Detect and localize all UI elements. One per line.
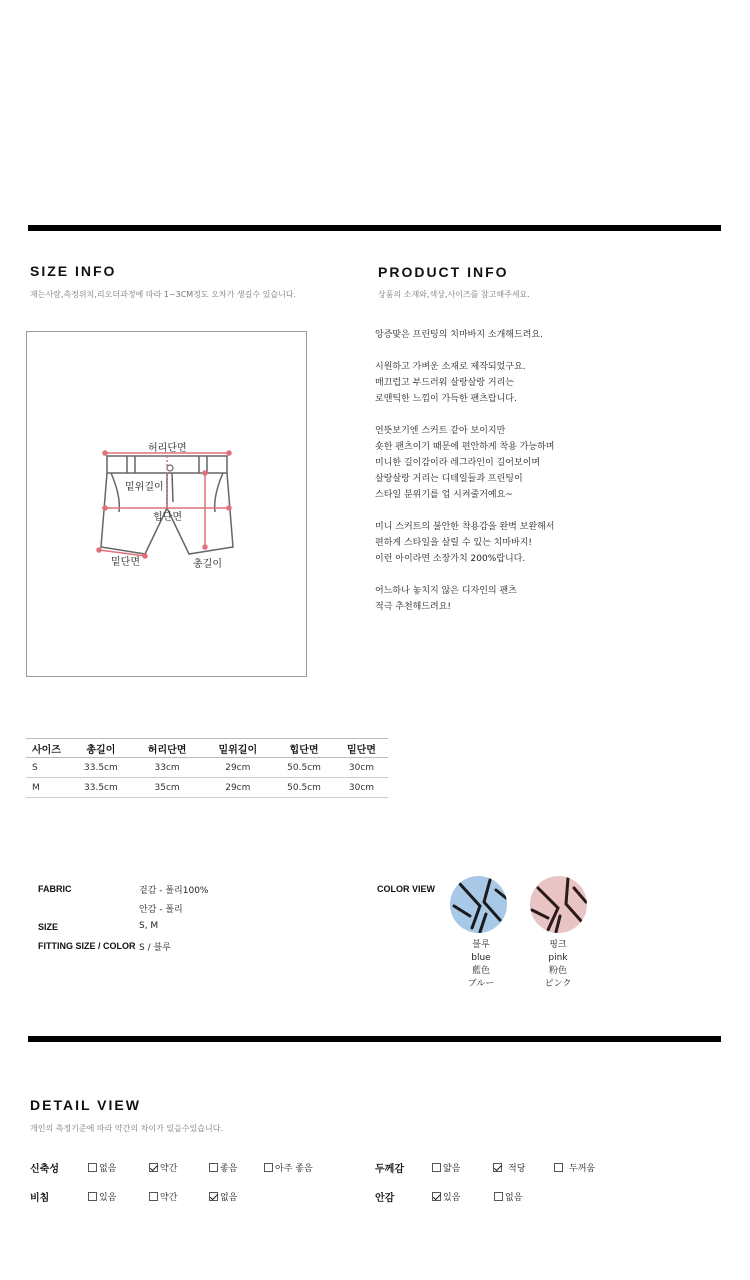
detail-view-subtitle: 개인의 측정기준에 따라 약간의 차이가 있을수있습니다. — [30, 1124, 223, 1133]
stretch-option[interactable]: 아주 좋음 — [264, 1161, 313, 1174]
table-cell: 35cm — [132, 778, 203, 798]
thickness-option[interactable]: 적당 — [493, 1161, 525, 1174]
table-header: 총길이 — [70, 739, 132, 758]
desc-line: 미니 스커트의 불안한 착용감을 완벽 보완해서 — [375, 522, 555, 532]
product-description — [375, 327, 555, 615]
table-cell: 30cm — [335, 778, 388, 798]
label-hip: 힙단면 — [153, 512, 182, 523]
desc-line — [375, 567, 555, 583]
checkbox-icon — [432, 1163, 441, 1172]
top-divider — [28, 225, 721, 231]
checkbox-icon — [264, 1163, 273, 1172]
checkbox-checked-icon — [432, 1192, 441, 1201]
table-cell: 33.5cm — [70, 778, 132, 798]
fitting-value: S / 블루 — [139, 943, 171, 953]
checkbox-icon — [209, 1163, 218, 1172]
size-info-subtitle: 재는사람,측정위치,리오더과정에 따라 1~3CM정도 오차가 생길수 있습니다. — [30, 290, 297, 299]
table-cell: M — [26, 778, 70, 798]
desc-line: 이런 아이라면 소장가치 200%랍니다. — [375, 554, 526, 564]
lining-option[interactable]: 없음 — [494, 1190, 522, 1203]
table-cell: 30cm — [335, 758, 388, 778]
sheer-option[interactable]: 약간 — [149, 1190, 177, 1203]
pink-print-pattern — [530, 876, 587, 933]
table-row — [26, 778, 388, 798]
size-info-title: SIZE INFO — [30, 263, 117, 279]
sheer-option[interactable]: 있음 — [88, 1190, 116, 1203]
desc-line: 적극 추천해드려요! — [375, 602, 452, 612]
fabric-outer: 겉감 - 폴리100% — [139, 886, 209, 896]
table-cell: 33.5cm — [70, 758, 132, 778]
checkbox-icon — [149, 1192, 158, 1201]
checkbox-checked-icon — [149, 1163, 158, 1172]
desc-line: 로맨틱한 느낌이 가득한 팬츠랍니다. — [375, 394, 517, 404]
checkbox-checked-icon — [493, 1163, 502, 1172]
color-swatch-pink[interactable] — [530, 876, 587, 933]
desc-line: 어느하나 놓치지 않은 디자인의 팬츠 — [375, 586, 517, 596]
sheer-label: 비침 — [30, 1193, 50, 1204]
desc-line: 숏한 팬츠이기 때문에 편안하게 착용 가능하며 — [375, 442, 555, 452]
desc-line: 언뜻보기엔 스커트 같아 보이지만 — [375, 426, 506, 436]
desc-line: 편하게 스타일을 살릴 수 있는 치마바지! — [375, 538, 533, 548]
desc-line: 앙증맞은 프린팅의 치마바지 소개해드려요. — [375, 330, 543, 340]
color-en: pink — [548, 953, 568, 963]
desc-line — [375, 343, 555, 359]
desc-line: 시원하고 가벼운 소재로 제작되었구요. — [375, 362, 526, 372]
desc-line: 매끄럽고 부드러워 살랑살랑 거리는 — [375, 378, 514, 388]
desc-line — [375, 407, 555, 423]
sheer-option[interactable]: 없음 — [209, 1190, 237, 1203]
label-hem: 밑단면 — [111, 557, 140, 568]
color-ja: ピンク — [544, 979, 572, 989]
desc-line: 스타일 분위기를 업 시켜줄거예요~ — [375, 490, 513, 500]
table-cell: 50.5cm — [273, 758, 335, 778]
stretch-option[interactable]: 약간 — [149, 1161, 177, 1174]
lining-label: 안감 — [375, 1193, 395, 1204]
color-name-pink — [528, 939, 588, 991]
shorts-illustration — [27, 332, 308, 678]
detail-divider — [28, 1036, 721, 1042]
product-info-title: PRODUCT INFO — [378, 264, 509, 280]
table-header: 힙단면 — [273, 739, 335, 758]
size-value: S, M — [139, 921, 159, 931]
desc-line — [375, 503, 555, 519]
desc-line: 살랑살랑 거리는 디테일들과 프린팅이 — [375, 474, 523, 484]
table-cell: 29cm — [202, 778, 273, 798]
table-header: 밑단면 — [335, 739, 388, 758]
table-header: 밑위길이 — [202, 739, 273, 758]
color-name-blue — [451, 939, 511, 991]
label-waist: 허리단면 — [148, 443, 187, 454]
detail-view-title: DETAIL VIEW — [30, 1097, 141, 1113]
color-ko: 블루 — [472, 940, 490, 950]
size-diagram — [26, 331, 307, 677]
table-header: 허리단면 — [132, 739, 203, 758]
size-label: SIZE — [38, 922, 59, 932]
label-rise: 밑위길이 — [125, 482, 164, 493]
table-cell: 33cm — [132, 758, 203, 778]
checkbox-icon — [88, 1192, 97, 1201]
blue-print-pattern — [450, 876, 507, 933]
stretch-option[interactable]: 좋음 — [209, 1161, 237, 1174]
table-header: 사이즈 — [26, 739, 70, 758]
desc-line: 미니한 길이감이라 레그라인이 길어보이며 — [375, 458, 541, 468]
checkbox-icon — [88, 1163, 97, 1172]
product-info-subtitle: 상품의 소재와,색상,사이즈를 참고해주세요. — [378, 290, 530, 299]
color-zh: 藍色 — [471, 966, 490, 976]
fabric-label: FABRIC — [38, 884, 72, 894]
stretch-label: 신축성 — [30, 1164, 59, 1175]
color-zh: 粉色 — [548, 966, 567, 976]
color-view-label: COLOR VIEW — [377, 884, 435, 894]
table-row — [26, 758, 388, 778]
table-cell: 29cm — [202, 758, 273, 778]
color-en: blue — [471, 953, 491, 963]
table-cell: S — [26, 758, 70, 778]
table-cell: 50.5cm — [273, 778, 335, 798]
fitting-label: FITTING SIZE / COLOR — [38, 941, 136, 951]
color-swatch-blue[interactable] — [450, 876, 507, 933]
stretch-option[interactable]: 없음 — [88, 1161, 116, 1174]
fabric-inner: 안감 - 폴리 — [139, 905, 183, 915]
color-ja: ブルー — [467, 979, 495, 989]
checkbox-checked-icon — [209, 1192, 218, 1201]
checkbox-icon — [554, 1163, 563, 1172]
table-header-row — [26, 739, 388, 758]
thickness-label: 두께감 — [375, 1164, 404, 1175]
thickness-option[interactable]: 두꺼움 — [554, 1161, 595, 1174]
thickness-option[interactable]: 얇음 — [432, 1161, 460, 1174]
lining-option[interactable]: 있음 — [432, 1190, 460, 1203]
size-table — [26, 738, 388, 798]
color-ko: 핑크 — [549, 940, 567, 950]
label-length: 총길이 — [193, 559, 222, 570]
checkbox-icon — [494, 1192, 503, 1201]
